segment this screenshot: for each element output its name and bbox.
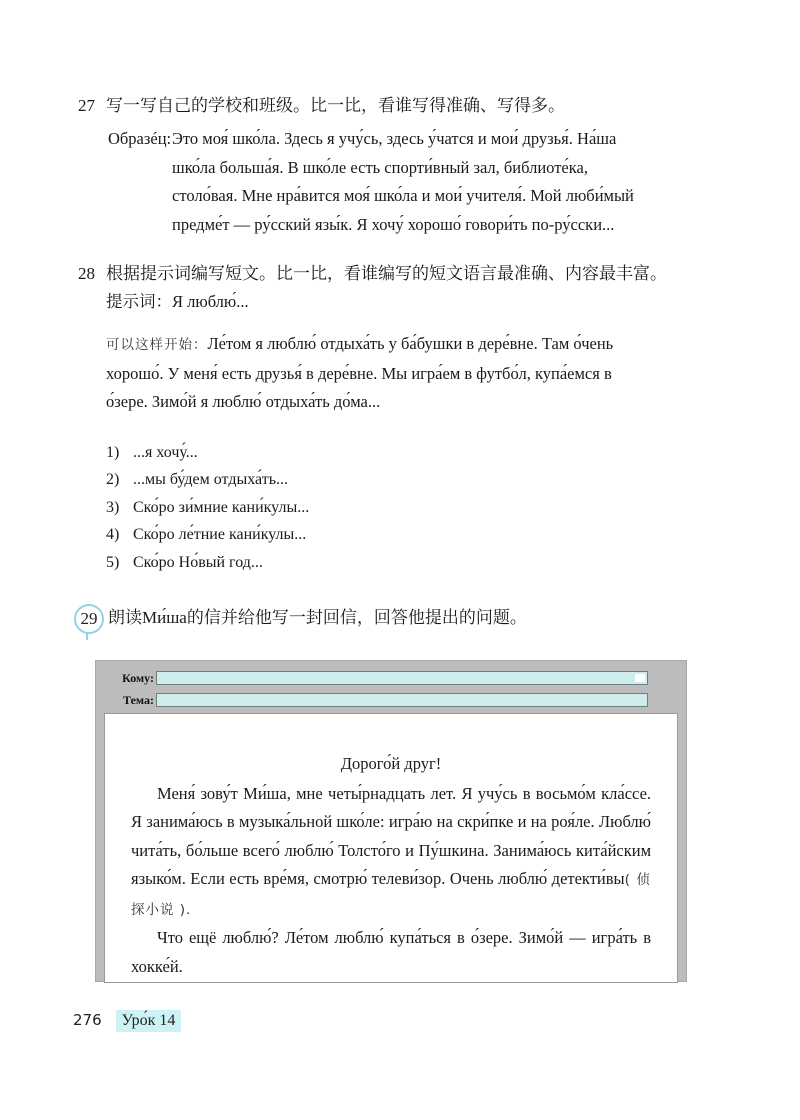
task-list bbox=[106, 439, 718, 577]
list-item: 2) ...мы бу́дем отдыха́ть... bbox=[106, 471, 288, 488]
exercise-number: 27 bbox=[78, 96, 95, 115]
email-paragraph-2: Что ещё люблю́? Ле́том люблю́ купа́ться в о́зере. Зимо́й — игра́ть в хокке́й. bbox=[131, 928, 651, 976]
listen-badge-icon: 29 bbox=[74, 604, 104, 634]
exercise-27 bbox=[78, 92, 718, 239]
hint-words: 提示词：Я люблю́... bbox=[106, 292, 249, 311]
email-paragraph-1: Меня́ зову́т Ми́ша, мне четы́рнадцать лет. Я учу́сь в восьмо́м кла́ссе. Я занима́юсь в музыка́льной шко́ле: игра́ю на скри́пке и на роя́ле. Люблю́ чита́ть, бо́льше всего́ люблю́ Толсто́го и Пу́шкина. Занима́юсь кита́йским языко́м. Если есть вре́мя, смотрю́ телеви́зор. Очень люблю́ детекти́вы( 侦探小说 ). bbox=[131, 783, 652, 918]
to-row bbox=[96, 669, 686, 687]
exercise-27-instruction: 27 写一写自己的学校和班级。比一比，看谁写得准确、写得多。 bbox=[78, 92, 718, 120]
subject-row bbox=[96, 691, 686, 709]
subject-label: Тема: bbox=[123, 693, 154, 707]
lesson-badge: Уро́к 14 bbox=[116, 1010, 182, 1032]
email-body bbox=[104, 713, 678, 983]
field-button-icon bbox=[635, 674, 645, 682]
to-field[interactable] bbox=[156, 671, 648, 685]
sample-label: Образéц: bbox=[108, 129, 172, 148]
list-item: 4) Ско́ро ле́тние кани́кулы... bbox=[106, 526, 307, 543]
exercise-28-instruction: 28 根据提示词编写短文。比一比，看谁编写的短文语言最准确、内容最丰富。 bbox=[78, 260, 718, 288]
exercise-28 bbox=[78, 260, 718, 576]
exercise-number: 28 bbox=[78, 264, 95, 283]
sample-text: Это моя́ шко́ла. Здесь я учу́сь, здесь у́чатся и мои́ друзья́. На́ша шко́ла больша́я. В шко́ле есть спорти́вный зал, библиоте́ка, столо́вая. Мне нра́вится моя́ шко́ла и мои́ учителя́. Мой люби́мый предме́т — ру́сский язы́к. Я хочу́ хорошо́ говори́ть по-ру́сски... bbox=[172, 129, 634, 234]
subject-field[interactable] bbox=[156, 693, 648, 707]
sample-label: 可以这样开始： bbox=[106, 337, 208, 353]
list-item: 5) Ско́ро Но́вый год... bbox=[106, 553, 263, 571]
email-greeting: Дорого́й друг! bbox=[340, 754, 442, 773]
exercise-29 bbox=[78, 604, 718, 634]
list-item: 3) Ско́ро зи́мние кани́кулы... bbox=[106, 498, 310, 516]
email-window bbox=[95, 660, 687, 982]
exercise-29-instruction: 29 朗读Ми́ша的信并给他写一封回信，回答他提出的问题。 bbox=[78, 604, 718, 634]
sample-paragraph: 可以这样开始：Ле́том я люблю́ отдыха́ть у ба́бушки в дере́вне. Там о́чень хорошо́. У меня́ есть друзья́ в дере́вне. Мы игра́ем в футбо́л, купа́емся в о́зере. Зимо́й я люблю́ отдыха́ть до́ма... bbox=[106, 334, 614, 411]
sample-block bbox=[78, 125, 718, 239]
page-number: 276 bbox=[73, 1011, 102, 1029]
list-item: 1) ...я хочу́... bbox=[106, 443, 198, 461]
page-footer bbox=[73, 1009, 181, 1032]
to-label: Кому: bbox=[122, 671, 154, 685]
